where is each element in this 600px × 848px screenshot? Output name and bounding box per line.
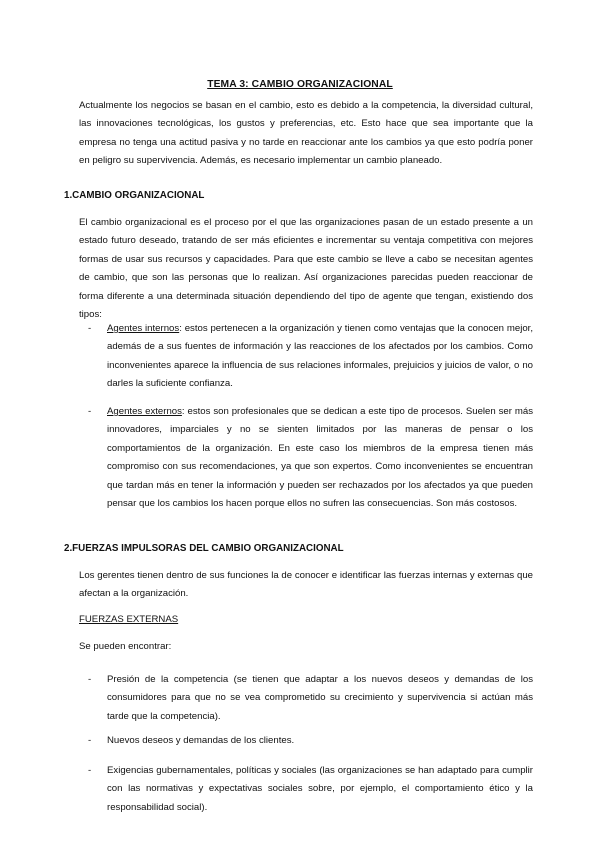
bullet-presion-competencia: Presión de la competencia (se tienen que adaptar a los nuevos deseos y demandas de los consumidores para que no se vea comprometido su crecimiento y supervivencia si actúan más tarde que la competencia). [107,674,533,722]
bullet-exigencias: Exigencias gubernamentales, políticas y sociales (las organizaciones se han adaptado para cumplir con las normativas y expectativas sociales sobre, por ejemplo, el comportamiento ético y la responsabilidad social). [107,765,533,813]
page-title: TEMA 3: CAMBIO ORGANIZACIONAL [207,79,393,90]
bullet-marker: - [88,735,92,746]
bullet-text: : estos son profesionales que se dedican a este tipo de procesos. Suelen ser más innovadores, imparciales y no se sienten limitados por las maneras de pensar o los comportamientos de la organización. En este caso los miembros de la empresa tienen más compromiso con sus recomendaciones, ya que son expertos. Como inconvenientes se encuentran que tardan más en tener la información y pueden ser rechazados por los afectados ya que pueden pensar que los cambios los hacen porque ellos no sufren las consecuencias. Son más costosos. [107,406,533,510]
section-2-paragraph: Los gerentes tienen dentro de sus funciones la de conocer e identificar las fuerzas internas y externas que afectan a la organización. [79,570,533,600]
subheading-fuerzas-externas: FUERZAS EXTERNAS [79,614,179,625]
lead-text: Se pueden encontrar: [79,641,172,652]
bullet-text: : estos pertenecen a la organización y tienen como ventajas que la conocen mejor, además de a sus fuentes de información y las reacciones de los afectados por los cambios. Como inconvenientes aparece la influencia de sus relaciones informales, prejuicios y juicios de valor, o no darles la suficiente confianza. [107,323,533,390]
bullet-marker: - [88,406,92,417]
bullet-agentes-externos [107,403,533,513]
bullet-agentes-internos [107,320,533,394]
term-agentes-internos: Agentes internos [107,323,180,334]
section-1-paragraph: El cambio organizacional es el proceso por el que las organizaciones pasan de un estado presente a un estado futuro deseado, tratando de ser más eficientes e incrementar su ventaja competitiva con mejores formas de usar sus recursos y capacidades. Para que este cambio se lleve a cabo se necesitan agentes de cambio, que son las personas que lo realizan. Así organizaciones parecidas pueden reaccionar de forma diferente a una determinada situación dependiendo del tipo de agente que tengan, existiendo dos tipos: [79,217,533,321]
bullet-marker: - [88,323,92,334]
term-agentes-externos: Agentes externos [107,406,182,417]
intro-paragraph: Actualmente los negocios se basan en el cambio, esto es debido a la competencia, la diversidad cultural, las innovaciones tecnológicas, los gustos y preferencias, etc. Esto hace que sea importante que la empresa no tenga una actitud pasiva y no tarde en reaccionar ante los cambios ya que esto podría poner en peligro su supervivencia. Además, es necesario implementar un cambio planeado. [79,100,533,167]
section-1-heading: 1.CAMBIO ORGANIZACIONAL [64,190,205,201]
section-2-heading: 2.FUERZAS IMPULSORAS DEL CAMBIO ORGANIZACIONAL [64,543,344,554]
bullet-marker: - [88,674,92,685]
bullet-marker: - [88,765,92,776]
bullet-nuevos-deseos: Nuevos deseos y demandas de los clientes. [107,735,295,746]
